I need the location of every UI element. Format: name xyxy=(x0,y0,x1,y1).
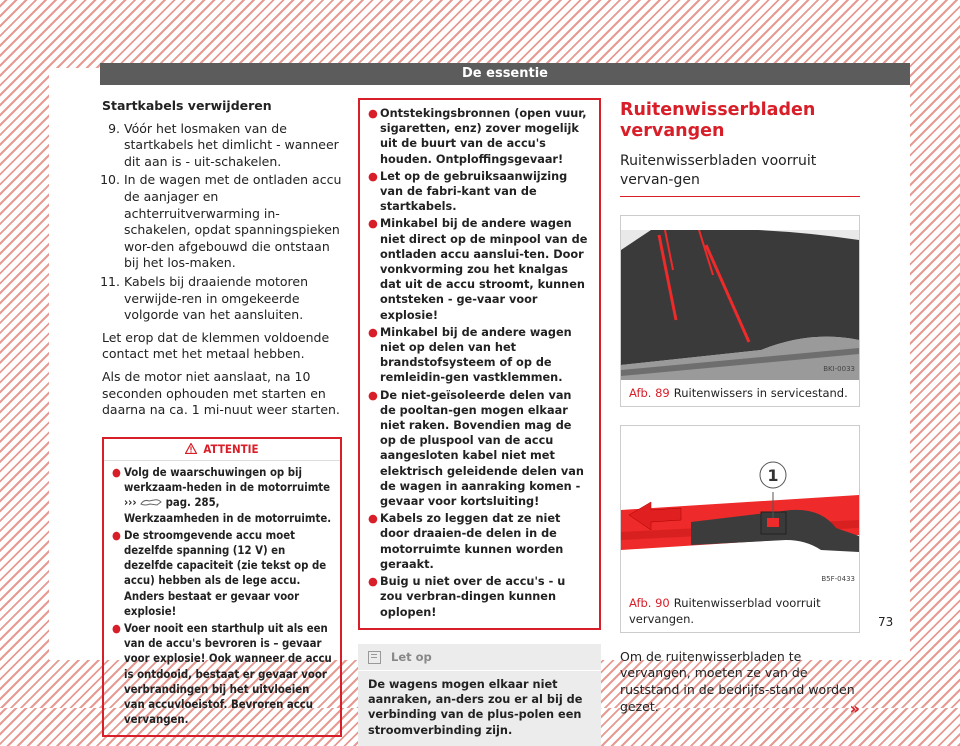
note-icon xyxy=(368,651,381,664)
paragraph-restart: Als de motor niet aanslaat, na 10 seconden ophouden met starten en daarna na ca. 1 mi-nuut weer starten. xyxy=(102,368,340,418)
note-title: Let op xyxy=(358,644,601,671)
page-number: 73 xyxy=(878,615,894,629)
wiper-blade-illustration xyxy=(621,440,859,590)
list-item: ● Voer nooit een starthulp uit als een van de accu's bevroren is – gevaar voor explosie! Ook wanneer de accu is ontdooid, bestaat er gevaar voor verbrandingen bij het uitvloeien van accuvloeistof. Bevroren accu vervangen. xyxy=(112,621,332,727)
bullet-icon: ● xyxy=(112,528,121,542)
warning-body xyxy=(104,461,340,735)
wiper-blade-replacement-image xyxy=(621,440,859,590)
engine-wrench-icon xyxy=(140,497,162,507)
bullet-icon: ● xyxy=(112,465,121,479)
section-heading: Ruitenwisserbladen vervangen xyxy=(620,100,816,141)
figure-caption: Afb. 90 Ruitenwisserblad voorruit vervangen. xyxy=(629,595,821,627)
bullet-icon: ● xyxy=(368,388,378,402)
section-subheading: Ruitenwisserbladen voorruit vervan-gen xyxy=(620,152,860,197)
warning-box xyxy=(102,437,342,738)
list-item: ● Minkabel bij de andere wagen niet direct op de minpool van de ontladen accu aanslui-ten. Door vonkvorming zou het knalgas dat uit de accu stroomt, kunnen ontsteken - ge-vaar voor explosie! xyxy=(368,217,588,322)
figure-90 xyxy=(620,425,860,633)
bullet-icon: ● xyxy=(368,325,378,339)
list-item: ● De niet-geïsoleerde delen van de pooltan-gen mogen elkaar niet raken. Bovendien mag de op de pluspool van de accu aangesloten kabel niet met elektrisch geleidende delen van de wagen in aanraking komen - gevaar voor kortsluiting! xyxy=(368,388,584,509)
warning-title: ATTENTIE xyxy=(104,439,340,461)
cross-reference-link[interactable]: ››› pag. 285, Werkzaamheden in de motorruimte. xyxy=(124,496,332,525)
list-item: ● Minkabel bij de andere wagen niet op delen van het brandstofsysteem of op de remleidin-gen vastklemmen. xyxy=(368,325,572,385)
bullet-icon: ● xyxy=(368,169,378,183)
subheading-startkabels: Startkabels verwijderen xyxy=(102,98,272,113)
figure-code: BKI-0033 xyxy=(823,365,855,374)
list-item: 10. In de wagen met de ontladen accu de aanjager en achterruitverwarming in-schakelen, opdat spanningspieken wor-den afgebouwd die ontstaan bij het los-maken. xyxy=(100,172,342,271)
section-header: De essentie xyxy=(100,63,910,85)
list-item: ● Volg de waarschuwingen op bij werkzaam-heden in de motorruimte ››› pag. 285, Werkzaamheden in de motorruimte. xyxy=(112,465,332,525)
figure-89 xyxy=(620,215,860,407)
list-item: ● De stroomgevende accu moet dezelfde spanning (12 V) en dezelfde capaciteit (zie tekst op de accu) hebben als de lege accu. Anders bestaat er gevaar voor explosie! xyxy=(112,528,327,618)
bullet-icon: ● xyxy=(368,512,378,526)
windshield-wipers-illustration xyxy=(621,230,859,380)
bullet-icon: ● xyxy=(112,621,121,635)
bullet-icon: ● xyxy=(368,575,378,589)
bullet-icon: ● xyxy=(368,107,378,120)
paragraph-contact: Let erop dat de klemmen voldoende contact met het metaal hebben. xyxy=(102,329,330,362)
steps-list xyxy=(102,121,342,324)
list-item: ● Ontstekingsbronnen (open vuur, sigaretten, enz) zover mogelijk uit de buurt van de accu's houden. Ontploffingsgevaar! xyxy=(368,107,587,166)
list-item: 11. Kabels bij draaiende motoren verwijde-ren in omgekeerde volgorde van het aansluiten. xyxy=(100,273,309,323)
list-item: ● Buig u niet over de accu's - u zou verbran-dingen kunnen oplopen! xyxy=(368,575,566,619)
bullet-icon: ● xyxy=(368,217,378,231)
figure-code: B5F-0433 xyxy=(821,575,855,583)
wiper-service-position-image xyxy=(621,230,859,380)
column-right xyxy=(620,98,860,718)
figure-caption: Afb. 89 Ruitenwissers in servicestand. xyxy=(629,386,848,400)
warning-box-continued xyxy=(358,98,601,630)
warning-triangle-icon xyxy=(185,443,197,454)
list-item: ● Let op de gebruiksaanwijzing van de fabri-kant van de startkabels. xyxy=(368,169,568,214)
note-body: De wagens mogen elkaar niet aanraken, an-ders zou er al bij de verbinding van de plus-polen een stroomverbinding zijn. xyxy=(368,677,583,737)
continue-arrow-icon: » xyxy=(849,698,860,718)
paragraph-wiper: Om de ruitenwisserbladen te vervangen, moeten ze van de ruststand in de bedrijfs-stand worden gezet. xyxy=(620,648,855,714)
list-item: ● Kabels zo leggen dat ze niet door draaien-de delen in de motorruimte kunnen worden geraakt. xyxy=(368,512,564,571)
callout-1: 1 xyxy=(767,465,779,485)
warning-body xyxy=(360,100,599,628)
note-box xyxy=(358,644,601,746)
column-left xyxy=(102,98,342,737)
list-item: 9. Vóór het losmaken van de startkabels het dimlicht - wanneer dit aan is - uit-schakelen. xyxy=(108,120,339,169)
column-middle xyxy=(358,98,601,746)
